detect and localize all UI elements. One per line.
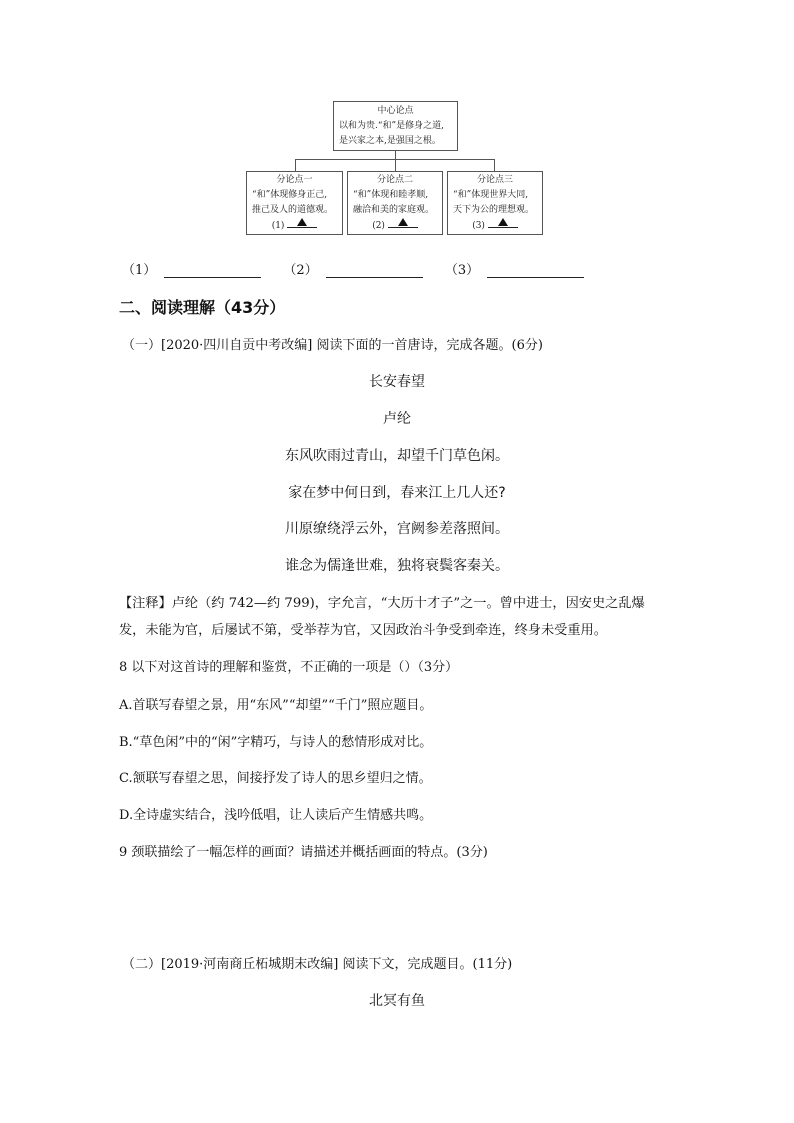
answer-blank-2[interactable]	[283, 259, 422, 278]
sub-point-answer-3	[448, 218, 542, 234]
sub-point-title-3: 分论点三	[476, 175, 513, 185]
poem-line-3: 川原缭绕浮云外，宫阙参差落照间。	[285, 521, 509, 537]
sub-point-title-1: 分论点一	[276, 175, 313, 185]
section-heading: 二、阅读理解（43分）	[119, 298, 286, 317]
sub-point-title-2: 分论点二	[376, 175, 413, 185]
poem-author: 卢纶	[383, 411, 411, 427]
blank-line-2	[388, 218, 418, 228]
answer-blank-1[interactable]	[122, 259, 261, 278]
sub-point-answer-2	[348, 218, 442, 234]
sub-point-box-1	[246, 171, 343, 235]
q8-option-c: C.颔联写春望之思，间接抒发了诗人的思乡望归之情。	[119, 771, 432, 786]
connector-middle	[395, 159, 396, 171]
connector-vertical-main	[395, 151, 396, 159]
sub-point-line2-1: 推己及人的道德观。	[252, 205, 334, 215]
sub-point-line1-1: “和”体现修身正己,	[252, 190, 328, 200]
blank-line-1	[287, 218, 317, 228]
answer-blank-3[interactable]	[445, 259, 584, 278]
poem-title: 长安春望	[369, 374, 425, 390]
sub-point-line1-3: “和”体现世界大同,	[453, 190, 529, 200]
connector-left	[295, 159, 296, 171]
triangle-marker-icon	[297, 218, 307, 226]
sub-point-line1-2: “和”体现和睦孝顺,	[353, 190, 429, 200]
question-8: 8 以下对这首诗的理解和鉴赏，不正确的一项是（）（3分）	[119, 660, 459, 675]
part2-intro: （二）[2019·河南商丘柘城期末改编] 阅读下文，完成题目。(11分)	[122, 957, 513, 972]
answer-line-3[interactable]	[487, 263, 584, 278]
answer-line-2[interactable]	[326, 263, 423, 278]
triangle-marker-icon	[398, 218, 408, 226]
sub-point-num-1: (1)	[271, 221, 285, 231]
center-thesis-line1: 以和为贵.“和”是修身之道,	[339, 121, 444, 131]
center-thesis-line2: 是兴家之本,是强国之根。	[339, 136, 441, 146]
sub-point-answer-1	[247, 218, 342, 234]
center-thesis-box	[333, 101, 458, 151]
answer-blanks	[122, 259, 602, 278]
sub-point-num-2: (2)	[372, 221, 385, 231]
answer-line-1[interactable]	[164, 263, 261, 278]
sub-point-box-2	[347, 171, 443, 235]
note-line-2: 发，未能为官，后屡试不第，受举荐为官，又因政治斗争受到牵连，终身未受重用。	[119, 623, 607, 638]
q8-option-d: D.全诗虚实结合，浅吟低唱，让人读后产生情感共鸣。	[119, 808, 433, 823]
sub-point-line2-3: 天下为公的理想观。	[453, 205, 535, 215]
triangle-marker-icon	[498, 218, 508, 226]
q8-option-b: B.“草色闲”中的“闲”字精巧，与诗人的愁情形成对比。	[119, 735, 433, 750]
connector-right	[494, 159, 495, 171]
q8-option-a: A.首联写春望之景，用“东风”“却望”“千门”照应题目。	[119, 698, 433, 713]
poem-line-1: 东风吹雨过青山，却望千门草色闲。	[285, 448, 509, 464]
poem-line-2: 家在梦中何日到，春来江上几人还?	[288, 485, 506, 501]
part1-intro: （一）[2020·四川自贡中考改编] 阅读下面的一首唐诗，完成各题。(6分)	[122, 338, 543, 353]
part2-title: 北冥有鱼	[369, 993, 425, 1009]
poem-line-4: 谁念为儒逢世难，独将衰鬓客秦关。	[285, 558, 509, 574]
blank-line-3	[488, 218, 518, 228]
answer-label-2: （2）	[283, 263, 318, 278]
sub-point-num-3: (3)	[472, 221, 485, 231]
answer-label-1: （1）	[122, 263, 157, 278]
sub-point-line2-2: 融洽和美的家庭观。	[353, 205, 435, 215]
sub-point-box-3	[447, 171, 543, 235]
question-9: 9 颈联描绘了一幅怎样的画面？请描述并概括画面的特点。(3分)	[119, 845, 488, 860]
note-line-1: 【注释】卢纶（约 742—约 799)，字允言，“大历十才子”之一。曾中进士，因安史之乱爆	[119, 596, 645, 611]
answer-label-3: （3）	[444, 263, 480, 278]
center-thesis-title: 中心论点	[377, 106, 414, 116]
